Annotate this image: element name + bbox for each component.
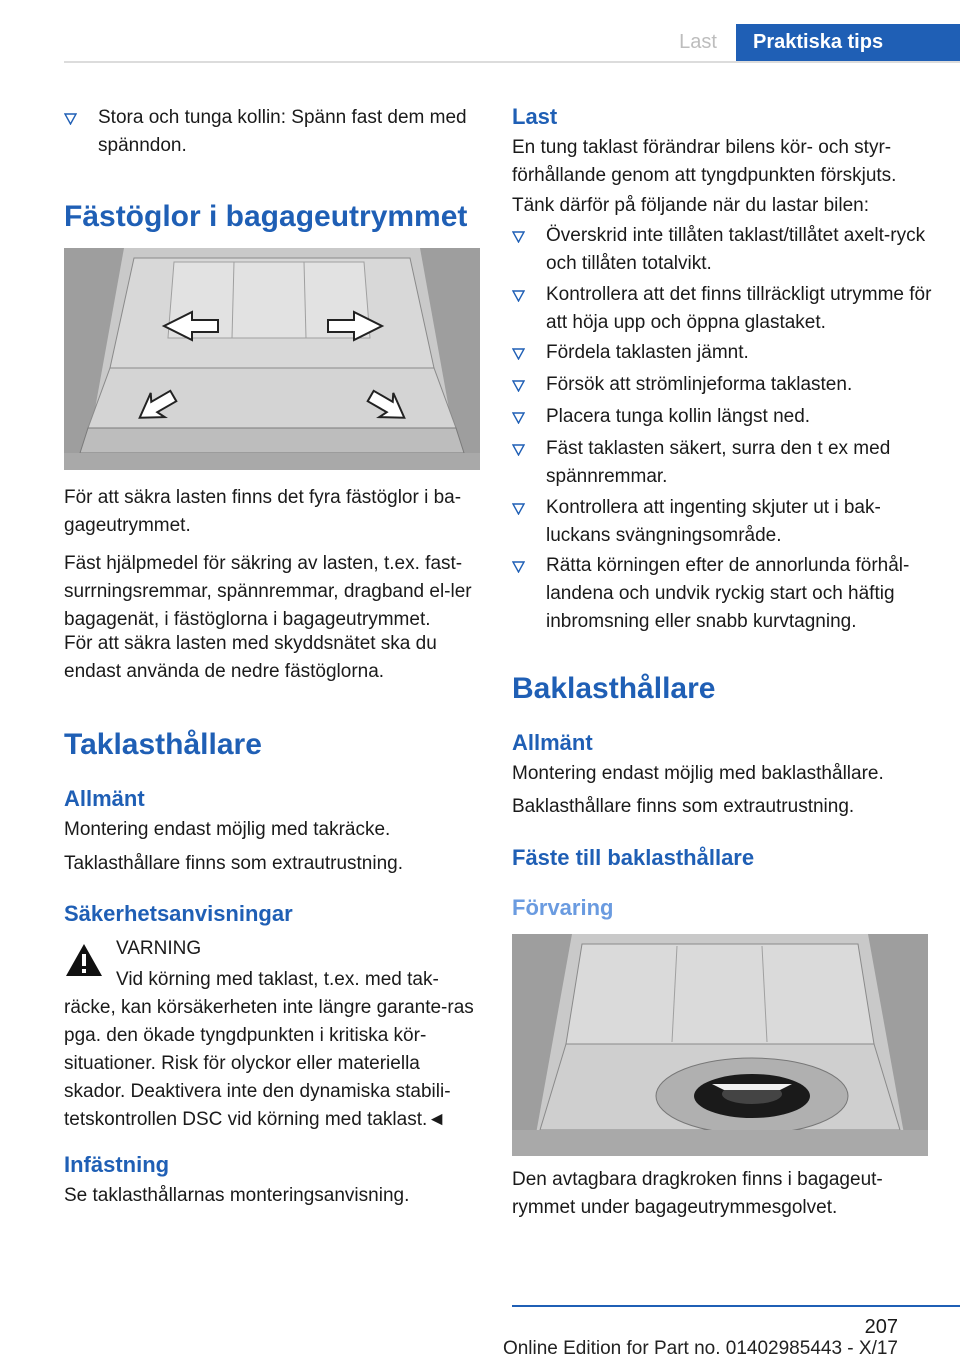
triangle-bullet-icon <box>512 222 525 253</box>
triangle-bullet-icon <box>512 552 525 583</box>
paragraph: Montering endast möjlig med baklasthållare. <box>512 763 884 784</box>
triangle-bullet-icon <box>64 104 77 135</box>
list-item: Försök att strömlinjeforma taklasten. <box>512 371 928 399</box>
triangle-bullet-icon <box>512 435 525 466</box>
list-item: Fördela taklasten jämnt. <box>512 339 928 367</box>
triangle-bullet-icon <box>512 494 525 525</box>
heading-allmant: Allmänt <box>64 786 145 811</box>
footer-rule <box>512 1305 960 1307</box>
header-rule <box>64 61 960 63</box>
header-tab-praktiska-tips[interactable]: Praktiska tips <box>736 24 960 61</box>
warning-text: räcke, kan körsäkerheten inte längre garante‐ras pga. den ökade tyngdpunkten i kritiska kör‐situationer. Risk för olyckor eller materiella skador. Deaktivera inte den dynamiska stabili‐tetskontrollen DSC vid körning med taklast.◄ <box>64 997 474 1130</box>
heading-sakerhetsanvisningar: Säkerhetsanvisningar <box>64 901 293 926</box>
list-item: Fäst taklasten säkert, surra den t ex med spännremmar. <box>512 435 928 491</box>
triangle-bullet-icon <box>512 339 525 370</box>
warning-text: Vid körning med taklast, t.ex. med tak‐ <box>116 969 439 990</box>
paragraph: Baklasthållare finns som extrautrustning. <box>512 796 855 817</box>
trunk-photo-tie-downs <box>64 248 480 470</box>
paragraph: Taklasthållare finns som extrautrustning. <box>64 853 403 874</box>
heading-last: Last <box>512 104 558 129</box>
heading-baklasthallare: Baklasthållare <box>512 672 716 705</box>
heading-fastoglor: Fästöglor i bagageutrymmet <box>64 200 468 233</box>
page-number: 207 <box>864 1316 898 1338</box>
heading-taklasthallare: Taklasthållare <box>64 728 262 761</box>
list-item: Överskrid inte tillåten taklast/tillåtet axelt‐ryck och tillåten totalvikt. <box>512 222 928 278</box>
list-item: Rätta körningen efter de annorlunda förhål‐landena och undvik ryckig start och häftig inbromsning eller snabb kurvtagning. <box>512 552 928 636</box>
paragraph: En tung taklast förändrar bilens kör- och styr‐förhållande genom att tyngdpunkten förskjuts. <box>512 137 897 186</box>
warning-icon <box>64 942 104 978</box>
list-item: Kontrollera att ingenting skjuter ut i bak‐luckans svängningsområde. <box>512 494 928 550</box>
triangle-bullet-icon <box>512 371 525 402</box>
paragraph: För att säkra lasten finns det fyra fästöglor i ba‐gageutrymmet. <box>64 487 462 536</box>
edition-note: Online Edition for Part no. 01402985443 - X/17 <box>502 1338 898 1359</box>
list-item: Kontrollera att det finns tillräckligt utrymme för att höja upp och öppna glastaket. <box>512 281 932 337</box>
list-item: Stora och tunga kollin: Spänn fast dem med spänndon. <box>64 104 480 160</box>
paragraph: Tänk därför på följande när du lastar bilen: <box>512 195 869 216</box>
triangle-bullet-icon <box>512 281 525 312</box>
paragraph: Montering endast möjlig med takräcke. <box>64 819 391 840</box>
triangle-bullet-icon <box>512 403 525 434</box>
paragraph: Fäst hjälpmedel för säkring av lasten, t.ex. fast‐surrningsremmar, spännremmar, dragband el‐ler bagagenät, i fästöglorna i bagageutrymmet. <box>64 553 472 630</box>
heading-infastning: Infästning <box>64 1152 170 1177</box>
list-item: Placera tunga kollin längst ned. <box>512 403 928 431</box>
paragraph: Se taklasthållarnas monteringsanvisning. <box>64 1185 410 1206</box>
warning-title: VARNING <box>116 938 202 959</box>
header-section[interactable]: Last <box>679 31 717 53</box>
heading-faste-till-baklasthallare: Fäste till baklasthållare <box>512 845 755 870</box>
trunk-photo-spare-wheel-well <box>512 934 928 1156</box>
paragraph: Den avtagbara dragkroken finns i bagageut‐rymmet under bagageutrymmesgolvet. <box>512 1169 883 1218</box>
heading-allmant: Allmänt <box>512 730 593 755</box>
paragraph: För att säkra lasten med skyddsnätet ska du endast använda de nedre fästöglorna. <box>64 633 437 682</box>
heading-forvaring: Förvaring <box>512 895 614 920</box>
